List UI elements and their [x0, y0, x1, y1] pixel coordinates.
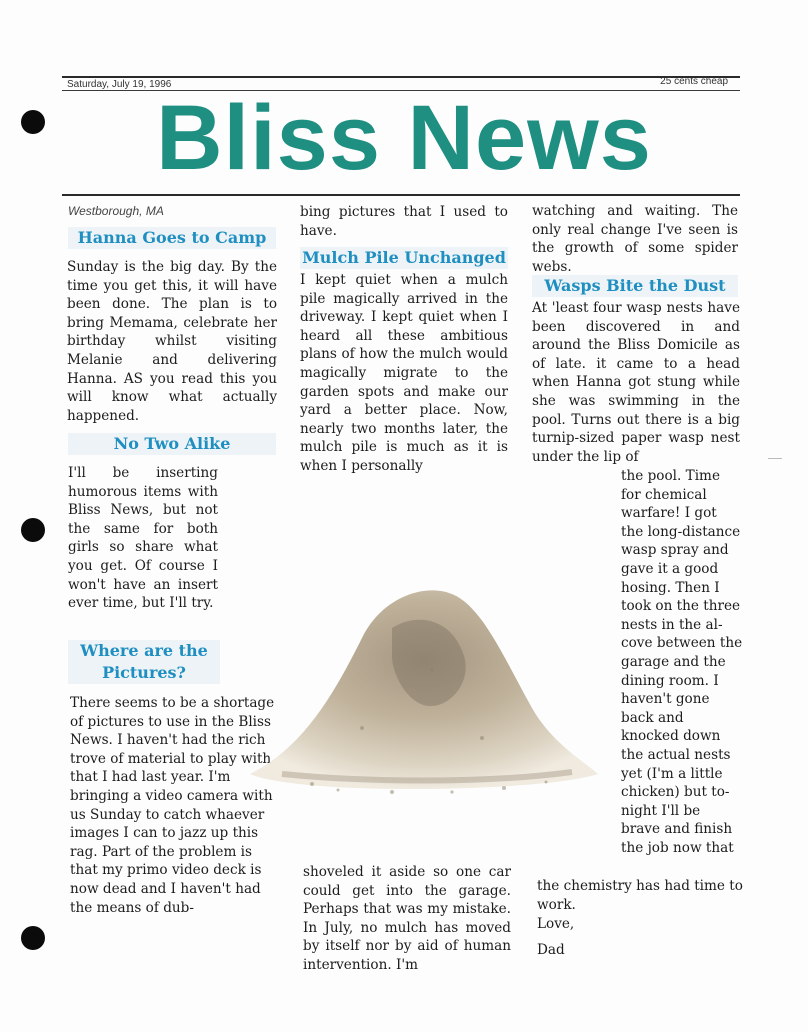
scan-mark	[768, 458, 782, 459]
headline-wasps: Wasps Bite the Dust	[532, 275, 738, 297]
binder-hole-bottom	[21, 926, 45, 950]
headline-mulch-pile: Mulch Pile Unchanged	[300, 247, 508, 269]
headline-hanna-camp: Hanna Goes to Camp	[68, 227, 276, 249]
issue-price: 25 cents cheap	[660, 76, 728, 87]
article-hanna-camp-body: Sunday is the big day. By the time you get this, it will have been done. The plan is to bring Memama, celebrate her birthday whilst visiting Melanie and delivering Hanna. AS you read this you will know what actually happened.	[67, 259, 277, 424]
article-pictures-body-top: There seems to be a shortage of pictures to use in the Bliss News. I haven't had the rich trove of material to play with that I had last year. I'm bringing a video camera with us Sunday to catch whaever images I can to jazz up this rag. Part of the problem is that my primo video deck is now dead and I haven't had the means of dub-	[70, 695, 275, 916]
binder-hole-middle	[21, 518, 45, 542]
article-wasps-body-end: the chemistry has had time to work.	[537, 878, 743, 913]
headline-where-pictures: Where are the Pictures?	[68, 640, 220, 684]
article-no-two-alike-body: I'll be inserting humorous items with Bliss News, but not the same for both girls so share what you get. Of course I won't have an insert ever time, but I'll try.	[68, 465, 218, 612]
headline-no-two-alike: No Two Alike	[68, 433, 276, 455]
dateline-location: Westborough, MA	[68, 204, 164, 218]
letter-signature: Dad	[537, 942, 565, 958]
article-mulch-body-bottom: shoveled it aside so one car could get into the garage. Perhaps that was my mistake. In July, no mulch has moved by itself nor by aid of human intervention. I'm	[303, 864, 511, 973]
masthead-bottom-rule	[62, 194, 740, 196]
letter-closing: Love,	[537, 916, 575, 932]
article-wasps-body-top: At 'least four wasp nests have been discovered in and around the Bliss Domicile as of late. it came to a head when Hanna got stung while she was swimming in the pool. Turns out there is a big turnip-sized paper wasp nest under the lip of	[532, 300, 740, 465]
mulch-pile-image	[242, 578, 602, 818]
article-mulch-body-top: I kept quiet when a mulch pile magically arrived in the driveway. I kept quiet when I heard all these ambitious plans of how the mulch would magically migrate to the garden spots and make our yard a better place. Now, nearly two months later, the mulch pile is much as it is when I personally	[300, 272, 508, 474]
article-wasps-body-middle: the pool. Time for chemical warfare! I got the long-distance wasp spray and gave it a good hosing. Then I took on the three nests in the alcove between the garage and the dining room. I haven't gone back and knocked down the actual nests yet (I'm a little chicken) but tonight I'll be brave and finish the job now that	[621, 468, 743, 856]
masthead-title: Bliss News	[156, 87, 652, 189]
article-pictures-continued: bing pictures that I used to have.	[300, 204, 508, 239]
issue-date: Saturday, July 19, 1996	[67, 79, 172, 90]
article-mulch-continued: watching and waiting. The only real change I've seen is the growth of some spider webs.	[532, 203, 738, 275]
